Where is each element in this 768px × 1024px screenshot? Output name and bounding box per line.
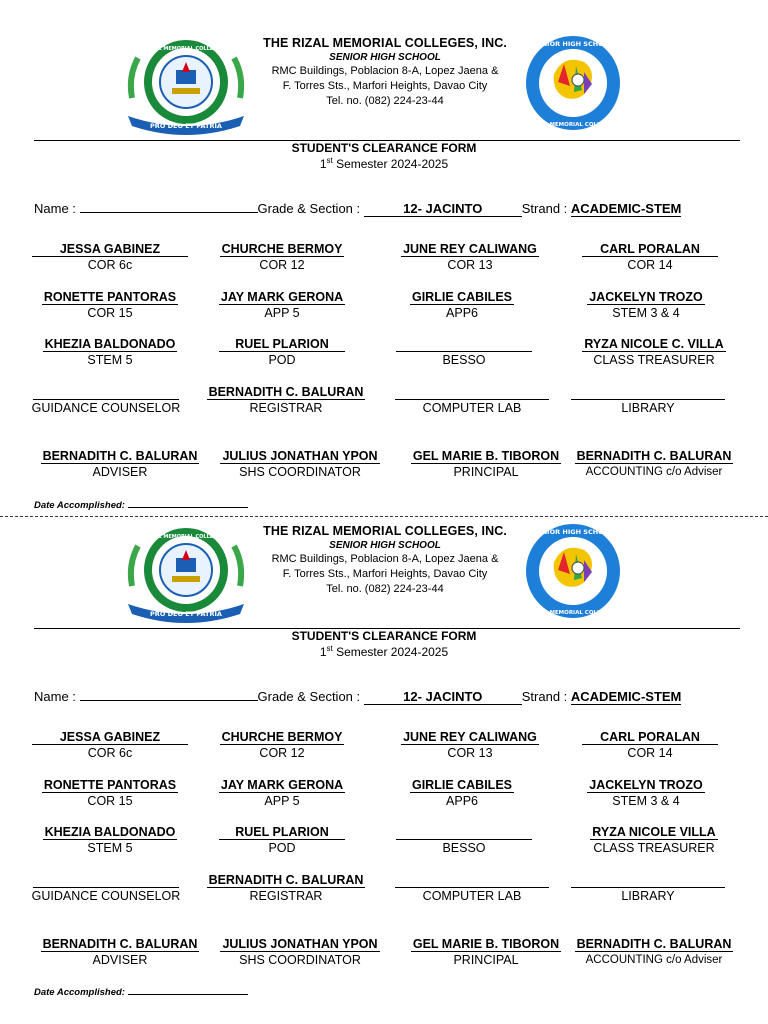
signatory-role: PRINCIPAL — [453, 465, 519, 479]
signatory-cell — [564, 937, 744, 968]
signatory-name: JACKELYN TROZO — [589, 778, 703, 792]
signatory-name: RYZA NICOLE VILLA — [592, 825, 716, 839]
school-address-line2: F. Torres Sts., Marfori Heights, Davao City — [282, 80, 488, 92]
signature-line[interactable] — [396, 337, 532, 352]
date-field[interactable] — [128, 984, 248, 995]
grade-section-value: 12- JACINTO — [364, 689, 522, 705]
signatory-role: REGISTRAR — [249, 401, 323, 415]
signatory-cell — [16, 873, 196, 904]
semester: 1st Semester 2024-2025 — [319, 644, 449, 659]
strand-value: ACADEMIC-STEM — [570, 201, 682, 216]
signatory-name: GIRLIE CABILES — [411, 778, 512, 792]
signatory-role: APP6 — [446, 794, 478, 808]
signatory-role: BESSO — [442, 841, 486, 855]
signatory-cell — [210, 449, 390, 480]
signatory-name: JACKELYN TROZO — [589, 290, 703, 304]
signatory-role: APP6 — [446, 306, 478, 320]
signatory-cell — [30, 449, 210, 480]
signatory-name: CHURCHE BERMOY — [221, 730, 343, 744]
signatory-role: ADVISER — [92, 953, 148, 967]
student-info-row — [34, 199, 681, 217]
signatory-role: COR 14 — [627, 746, 673, 760]
shs-logo-text-bottom: RIZAL MEMORIAL COLLEGES — [529, 122, 617, 128]
name-label: Name : — [34, 201, 80, 216]
signatory-role: COR 6c — [87, 746, 133, 760]
signatory-role: GUIDANCE COUNSELOR — [31, 889, 181, 903]
signatory-name: RONETTE PANTORAS — [43, 290, 177, 304]
signatory-role: COR 15 — [87, 306, 133, 320]
signatory-cell — [20, 290, 200, 321]
signatory-name: JUNE REY CALIWANG — [403, 242, 537, 256]
signatory-name: BERNADITH C. BALURAN — [576, 449, 732, 463]
signatory-role: COR 15 — [87, 794, 133, 808]
signatory-name: JULIUS JONATHAN YPON — [222, 937, 378, 951]
crest-motto: PRO DEO ET PATRIA — [150, 610, 222, 618]
signatory-cell — [20, 337, 200, 368]
grade-section-label: Grade & Section : — [257, 201, 364, 216]
signatory-name: RYZA NICOLE C. VILLA — [584, 337, 724, 351]
signatory-role: SHS COORDINATOR — [239, 953, 361, 967]
signatory-name: RONETTE PANTORAS — [43, 778, 177, 792]
signatory-cell — [564, 825, 744, 856]
signature-line[interactable] — [395, 385, 549, 400]
signatory-name: CHURCHE BERMOY — [221, 242, 343, 256]
school-department: SENIOR HIGH SCHOOL — [329, 540, 441, 551]
signatory-name: BERNADITH C. BALURAN — [42, 449, 198, 463]
school-address-line1: RMC Buildings, Poblacion 8-A, Lopez Jaena & — [271, 65, 499, 77]
school-address-line1: RMC Buildings, Poblacion 8-A, Lopez Jaena & — [271, 553, 499, 565]
signatory-role: CLASS TREASURER — [593, 353, 715, 367]
school-phone: Tel. no. (082) 224-23-44 — [326, 95, 444, 107]
shs-logo-text-bottom: RIZAL MEMORIAL COLLEGES — [529, 610, 617, 616]
signatory-cell — [374, 337, 554, 368]
signatory-role: PRINCIPAL — [453, 953, 519, 967]
signature-line[interactable] — [396, 825, 532, 840]
school-name: THE RIZAL MEMORIAL COLLEGES, INC. — [263, 524, 507, 538]
grade-section-value: 12- JACINTO — [364, 201, 522, 217]
signatory-cell — [192, 242, 372, 273]
clearance-copy — [0, 0, 768, 511]
signatory-cell — [192, 825, 372, 856]
signatory-cell — [396, 449, 576, 480]
strand-label: Strand : — [521, 201, 571, 216]
signatory-role: COR 13 — [447, 258, 493, 272]
signatory-role: ACCOUNTING c/o Adviser — [585, 954, 723, 966]
signature-line[interactable] — [571, 873, 725, 888]
signatory-cell — [558, 873, 738, 904]
signature-line[interactable] — [33, 385, 179, 400]
signatory-role: ADVISER — [92, 465, 148, 479]
signatory-cell — [560, 730, 740, 761]
signatory-role: CLASS TREASURER — [593, 841, 715, 855]
rmc-crest-logo — [124, 524, 248, 624]
signatory-cell — [20, 242, 200, 273]
name-field[interactable] — [80, 687, 258, 701]
signatory-name: BERNADITH C. BALURAN — [42, 937, 198, 951]
signatory-role: APP 5 — [264, 794, 300, 808]
signatory-name: JUNE REY CALIWANG — [403, 730, 537, 744]
signatory-name: JAY MARK GERONA — [220, 290, 344, 304]
crest-ring-text: THE RIZAL MEMORIAL COLLEGES, INC. — [132, 534, 240, 540]
name-field[interactable] — [80, 199, 258, 213]
signatory-cell — [20, 730, 200, 761]
signatory-cell — [372, 290, 552, 321]
signatory-cell — [564, 449, 744, 480]
signatory-cell — [556, 778, 736, 809]
shs-logo-text-top: SENIOR HIGH SCHOOL — [532, 40, 614, 48]
signatory-cell — [382, 385, 562, 416]
signatory-name: JULIUS JONATHAN YPON — [222, 449, 378, 463]
signatory-role: BESSO — [442, 353, 486, 367]
signatory-role: STEM 5 — [87, 841, 133, 855]
signatory-role: POD — [268, 353, 296, 367]
signatory-cell — [380, 730, 560, 761]
strand-label: Strand : — [521, 689, 571, 704]
signatory-role: APP 5 — [264, 306, 300, 320]
signature-line[interactable] — [33, 873, 179, 888]
school-name: THE RIZAL MEMORIAL COLLEGES, INC. — [263, 36, 507, 50]
signatory-role: LIBRARY — [621, 401, 675, 415]
crest-ring-text: THE RIZAL MEMORIAL COLLEGES, INC. — [132, 46, 240, 52]
signatory-role: STEM 3 & 4 — [612, 306, 680, 320]
school-address-line2: F. Torres Sts., Marfori Heights, Davao City — [282, 568, 488, 580]
signatory-cell — [196, 873, 376, 904]
grade-section-label: Grade & Section : — [257, 689, 364, 704]
strand-value: ACADEMIC-STEM — [570, 689, 682, 704]
signatory-name: GIRLIE CABILES — [411, 290, 512, 304]
signatory-role: GUIDANCE COUNSELOR — [31, 401, 181, 415]
crest-motto: PRO DEO ET PATRIA — [150, 122, 222, 130]
signatory-role: COR 14 — [627, 258, 673, 272]
signatory-name: BERNADITH C. BALURAN — [208, 385, 364, 399]
signatory-name: JESSA GABINEZ — [32, 730, 188, 745]
signatory-cell — [20, 825, 200, 856]
signatory-name: GEL MARIE B. TIBORON — [412, 937, 560, 951]
signatory-name: RUEL PLARION — [219, 337, 345, 352]
signatory-cell — [380, 242, 560, 273]
name-label: Name : — [34, 689, 80, 704]
signatory-cell — [210, 937, 390, 968]
signatory-cell — [196, 385, 376, 416]
signatory-name: GEL MARIE B. TIBORON — [412, 449, 560, 463]
signatory-name: CARL PORALAN — [582, 730, 718, 745]
signatory-role: COMPUTER LAB — [422, 401, 522, 415]
signatory-role: REGISTRAR — [249, 889, 323, 903]
signatory-cell — [30, 937, 210, 968]
signatory-role: COR 13 — [447, 746, 493, 760]
signatory-name: JAY MARK GERONA — [220, 778, 344, 792]
signatory-role: COR 12 — [259, 746, 305, 760]
date-label: Date Accomplished: — [34, 500, 128, 511]
signature-line[interactable] — [571, 385, 725, 400]
signatory-name: KHEZIA BALDONADO — [44, 337, 176, 351]
signatory-cell — [556, 290, 736, 321]
signatory-cell — [192, 730, 372, 761]
shs-logo — [524, 522, 622, 620]
school-department: SENIOR HIGH SCHOOL — [329, 52, 441, 63]
school-header — [250, 524, 520, 596]
signatory-name: CARL PORALAN — [582, 242, 718, 257]
signatory-role: POD — [268, 841, 296, 855]
signatory-role: ACCOUNTING c/o Adviser — [585, 466, 723, 478]
signatory-role: STEM 5 — [87, 353, 133, 367]
signatory-name: BERNADITH C. BALURAN — [576, 937, 732, 951]
signatory-role: COR 12 — [259, 258, 305, 272]
form-title: STUDENT'S CLEARANCE FORM — [291, 141, 477, 155]
shs-logo-text-top: SENIOR HIGH SCHOOL — [532, 528, 614, 536]
signatory-role: LIBRARY — [621, 889, 675, 903]
school-phone: Tel. no. (082) 224-23-44 — [326, 583, 444, 595]
signatory-role: COR 6c — [87, 258, 133, 272]
signatory-cell — [20, 778, 200, 809]
school-header — [250, 36, 520, 108]
semester: 1st Semester 2024-2025 — [319, 156, 449, 171]
date-accomplished — [34, 984, 248, 998]
signatory-name: JESSA GABINEZ — [32, 242, 188, 257]
signatory-cell — [560, 242, 740, 273]
student-info-row — [34, 687, 681, 705]
signatory-cell — [558, 385, 738, 416]
signatory-cell — [564, 337, 744, 368]
signatory-cell — [396, 937, 576, 968]
signatory-role: SHS COORDINATOR — [239, 465, 361, 479]
signatory-name: KHEZIA BALDONADO — [44, 825, 176, 839]
signatory-cell — [372, 778, 552, 809]
signatory-role: COMPUTER LAB — [422, 889, 522, 903]
form-title: STUDENT'S CLEARANCE FORM — [291, 629, 477, 643]
shs-logo — [524, 34, 622, 132]
rmc-crest-logo — [124, 36, 248, 136]
signatory-cell — [192, 337, 372, 368]
signatory-cell — [374, 825, 554, 856]
signatory-cell — [192, 290, 372, 321]
date-label: Date Accomplished: — [34, 987, 128, 998]
signatory-name: RUEL PLARION — [219, 825, 345, 840]
signatory-cell — [382, 873, 562, 904]
signatory-cell — [192, 778, 372, 809]
signatory-cell — [16, 385, 196, 416]
signature-line[interactable] — [395, 873, 549, 888]
signatory-role: STEM 3 & 4 — [612, 794, 680, 808]
clearance-copy — [0, 488, 768, 998]
signatory-name: BERNADITH C. BALURAN — [208, 873, 364, 887]
